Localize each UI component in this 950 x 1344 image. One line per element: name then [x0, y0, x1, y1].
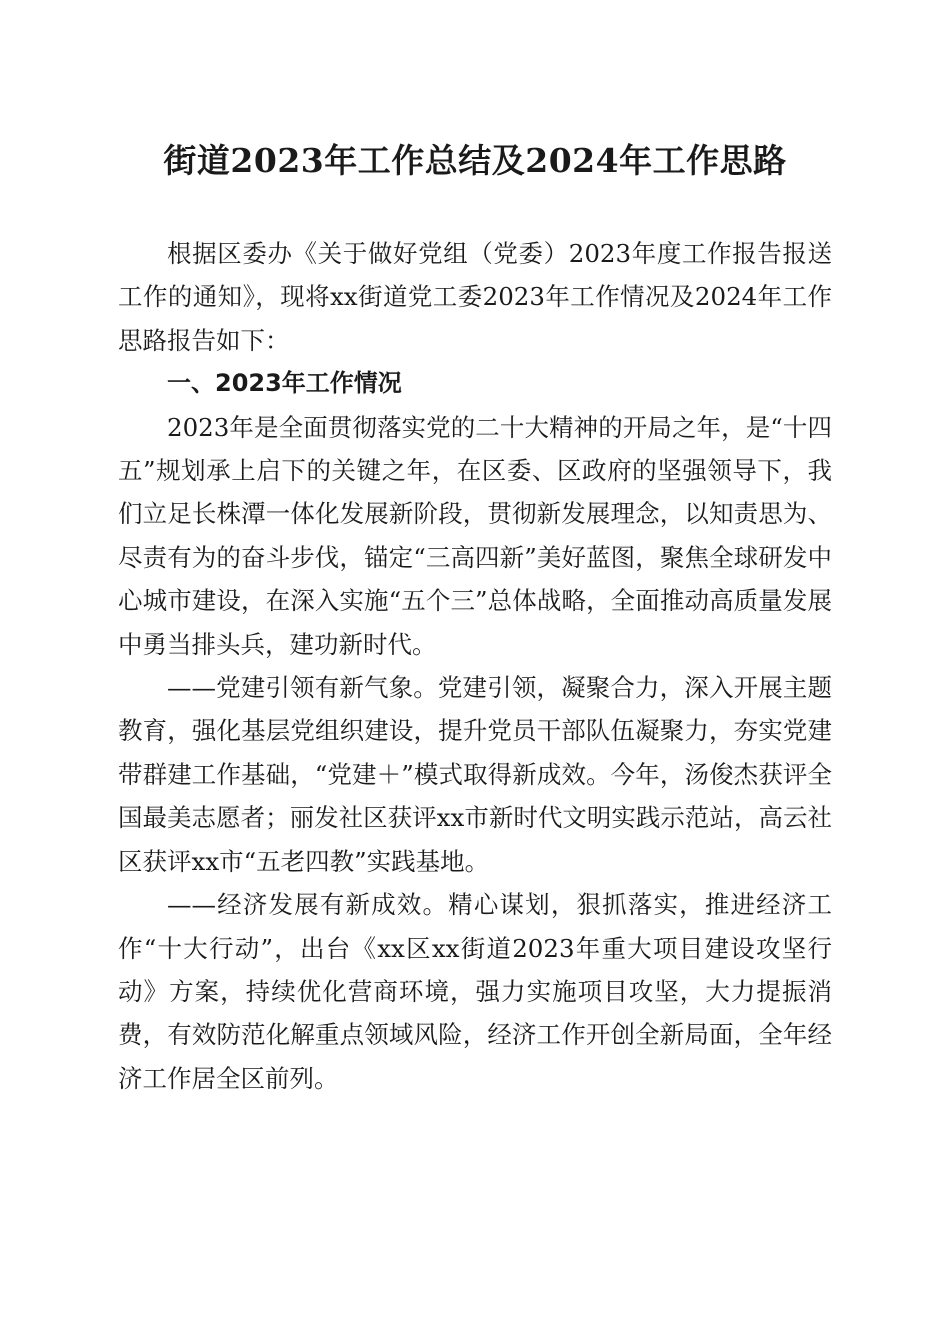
body-paragraph: ——经济发展有新成效。精心谋划，狠抓落实，推进经济工作“十大行动”，出台《xx区xx街道2023年重大项目建设攻坚行动》方案，持续优化营商环境，强力实施项目攻坚，大力提振消费，有效防范化解重点领域风险，经济工作开创全新局面，全年经济工作居全区前列。 — [118, 890, 832, 1093]
document-title: 街道2023年工作总结及2024年工作思路 — [163, 141, 787, 180]
document-body — [118, 232, 832, 1100]
section-heading: 一、2023年工作情况 — [167, 369, 402, 398]
body-paragraph: 2023年是全面贯彻落实党的二十大精神的开局之年，是“十四五”规划承上启下的关键之年，在区委、区政府的坚强领导下，我们立足长株潭一体化发展新阶段，贯彻新发展理念，以知责思为、尽责有为的奋斗步伐，锚定“三高四新”美好蓝图，聚焦全球研发中心城市建设，在深入实施“五个三”总体战略，全面推动高质量发展中勇当排头兵，建功新时代。 — [118, 412, 832, 659]
body-paragraph: ——党建引领有新气象。党建引领，凝聚合力，深入开展主题教育，强化基层党组织建设，提升党员干部队伍凝聚力，夯实党建带群建工作基础，“党建＋”模式取得新成效。今年，汤俊杰获评全国最美志愿者；丽发社区获评xx市新时代文明实践示范站，高云社区获评xx市“五老四教”实践基地。 — [118, 673, 832, 876]
intro-paragraph: 根据区委办《关于做好党组（党委）2023年度工作报告报送工作的通知》，现将xx街道党工委2023年工作情况及2024年工作思路报告如下： — [118, 239, 832, 355]
